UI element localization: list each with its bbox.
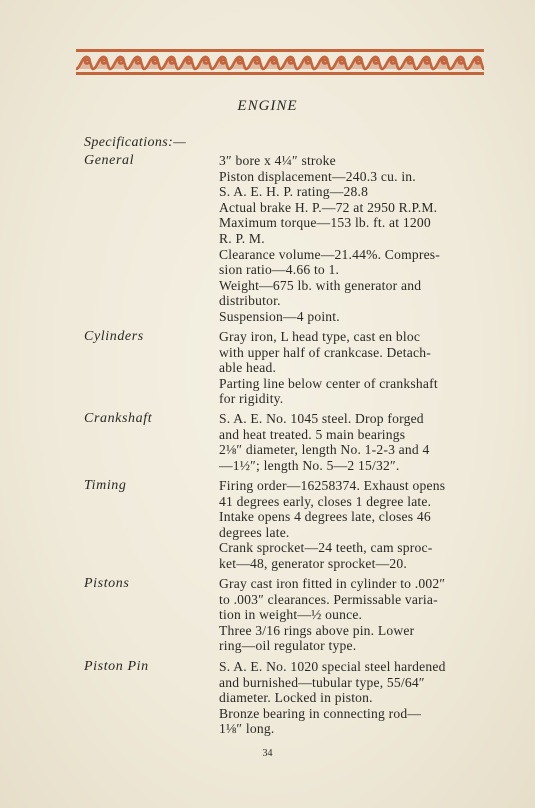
spec-line: degrees late.	[219, 524, 290, 540]
specifications-heading: Specifications:—	[84, 135, 187, 150]
spec-line: Intake opens 4 degrees late, closes 46	[219, 509, 431, 525]
spec-line: for rigidity.	[219, 391, 284, 407]
spec-line: 1⅛″ long.	[219, 721, 275, 737]
section-label: Cylinders	[84, 329, 144, 344]
spec-line: Weight—675 lb. with generator and	[219, 277, 422, 293]
spec-line: Actual brake H. P.—72 at 2950 R.P.M.	[219, 199, 438, 215]
spec-line: diameter. Locked in piston.	[219, 690, 373, 706]
spec-line: able head.	[219, 360, 277, 376]
section-body	[219, 329, 497, 407]
spec-line: S. A. E. H. P. rating—28.8	[219, 184, 369, 200]
spec-line: ket—48, generator sprocket—20.	[219, 555, 407, 571]
spec-line: ring—oil regulator type.	[219, 638, 357, 654]
spec-line: Piston displacement—240.3 cu. in.	[219, 168, 416, 184]
border-top-rule	[76, 49, 484, 52]
spec-line: with upper half of crankcase. Detach-	[219, 344, 431, 360]
section-label: Crankshaft	[84, 411, 153, 426]
spec-line: sion ratio—4.66 to 1.	[219, 262, 340, 278]
spec-line: and burnished—tubular type, 55/64″	[219, 674, 425, 690]
spec-line: Gray iron, L head type, cast en bloc	[219, 329, 421, 344]
spec-line: Bronze bearing in connecting rod—	[219, 705, 422, 721]
spec-line: S. A. E. No. 1020 special steel hardened	[219, 659, 446, 674]
spec-line: Clearance volume—21.44%. Compres-	[219, 246, 441, 262]
border-bottom-rule	[76, 72, 484, 75]
decorative-wave-border	[76, 49, 484, 75]
page-title: ENGINE	[237, 98, 298, 114]
section-label: Piston Pin	[84, 659, 149, 674]
section-body	[219, 659, 497, 737]
spec-line: Firing order—16258374. Exhaust opens	[219, 478, 446, 493]
spec-line: Maximum torque—153 lb. ft. at 1200	[219, 215, 431, 231]
spec-line: 41 degrees early, closes 1 degree late.	[219, 493, 432, 509]
spec-line: R. P. M.	[219, 230, 265, 246]
section-label: Pistons	[84, 576, 130, 591]
spec-line: tion in weight—½ ounce.	[219, 607, 363, 623]
spec-line: Crank sprocket—24 teeth, cam sproc-	[219, 540, 433, 556]
section-label: Timing	[84, 478, 127, 493]
spec-line: Gray cast iron fitted in cylinder to .002″	[219, 576, 446, 591]
spec-line: Three 3/16 rings above pin. Lower	[219, 622, 415, 638]
section-label: General	[84, 153, 135, 168]
spec-line: 2⅛″ diameter, length No. 1-2-3 and 4	[219, 442, 430, 458]
spec-line: S. A. E. No. 1045 steel. Drop forged	[219, 411, 424, 426]
spec-line: —1½″; length No. 5—2 15/32″.	[219, 457, 400, 473]
spec-line: and heat treated. 5 main bearings	[219, 426, 406, 442]
spec-line: distributor.	[219, 293, 281, 309]
section-body	[219, 411, 497, 473]
spec-line: Parting line below center of crankshaft	[219, 375, 438, 391]
section-body	[219, 153, 497, 325]
spec-line: 3″ bore x 4¼″ stroke	[219, 153, 336, 168]
page-number: 34	[262, 748, 273, 759]
spec-line: Suspension—4 point.	[219, 308, 340, 324]
section-body	[219, 478, 497, 572]
spec-line: to .003″ clearances. Permissable varia-	[219, 591, 438, 607]
section-body	[219, 576, 497, 654]
